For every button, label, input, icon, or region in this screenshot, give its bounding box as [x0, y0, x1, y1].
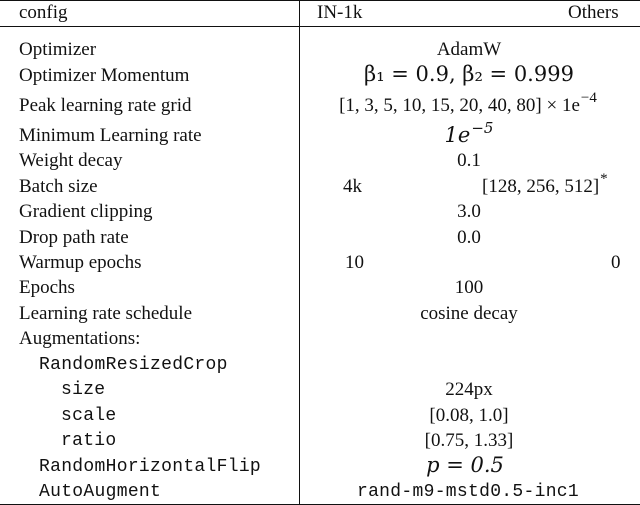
row-label-gradient-clipping: Gradient clipping — [19, 201, 153, 222]
row-label-warmup-epochs: Warmup epochs — [19, 252, 142, 273]
row-value-optimizer-momentum: β₁ = 0.9, β₂ = 0.999 — [364, 62, 574, 86]
row-label-size: size — [61, 380, 106, 400]
batch-size-others-asterisk: * — [600, 171, 608, 187]
min-lr-exponent: −5 — [471, 119, 494, 137]
row-label-random-horizontal-flip: RandomHorizontalFlip — [39, 457, 262, 477]
row-value-autoaugment: rand-m9-mstd0.5-inc1 — [356, 482, 580, 502]
row-value-min-lr — [444, 119, 494, 149]
row-value-lr-schedule: cosine decay — [420, 303, 518, 324]
header-rule — [0, 26, 640, 27]
row-value-warmup-epochs-others: 0 — [611, 252, 621, 273]
peak-lr-grid-main: [1, 3, 5, 10, 15, 20, 40, 80] × 1e — [339, 95, 580, 116]
batch-size-others-main: [128, 256, 512] — [482, 176, 600, 197]
row-value-peak-lr-grid — [339, 90, 597, 119]
row-value-ratio: [0.75, 1.33] — [424, 430, 514, 451]
row-label-scale: scale — [61, 406, 117, 426]
row-label-optimizer: Optimizer — [19, 39, 97, 60]
peak-lr-grid-exponent: −4 — [580, 90, 597, 106]
row-value-drop-path-rate: 0.0 — [457, 227, 481, 248]
row-label-peak-lr-grid: Peak learning rate grid — [19, 95, 192, 116]
row-label-drop-path-rate: Drop path rate — [19, 227, 129, 248]
row-value-size: 224px — [445, 379, 493, 400]
row-label-augmentations: Augmentations: — [19, 328, 141, 349]
row-value-scale: [0.08, 1.0] — [429, 405, 509, 426]
row-value-optimizer: AdamW — [436, 39, 502, 60]
row-label-batch-size: Batch size — [19, 176, 98, 197]
row-label-epochs: Epochs — [19, 277, 75, 298]
row-label-min-lr: Minimum Learning rate — [19, 125, 202, 146]
row-label-random-resized-crop: RandomResizedCrop — [39, 355, 228, 375]
row-label-optimizer-momentum: Optimizer Momentum — [19, 65, 190, 86]
row-label-weight-decay: Weight decay — [19, 150, 123, 171]
row-label-ratio: ratio — [61, 431, 117, 451]
row-value-batch-size-in1k: 4k — [343, 176, 362, 197]
row-value-random-horizontal-flip: p = 0.5 — [426, 453, 504, 477]
header-config: config — [19, 2, 68, 23]
row-value-batch-size-others — [482, 171, 608, 200]
row-label-autoaugment: AutoAugment — [39, 482, 162, 502]
row-value-epochs: 100 — [454, 277, 484, 298]
row-value-gradient-clipping: 3.0 — [457, 201, 481, 222]
row-value-weight-decay: 0.1 — [457, 150, 481, 171]
min-lr-main: 1e — [444, 123, 471, 147]
header-others: Others — [568, 2, 619, 23]
header-in1k: IN-1k — [317, 2, 363, 23]
row-label-lr-schedule: Learning rate schedule — [19, 303, 193, 324]
row-value-warmup-epochs-in1k: 10 — [345, 252, 364, 273]
column-divider — [299, 0, 300, 505]
